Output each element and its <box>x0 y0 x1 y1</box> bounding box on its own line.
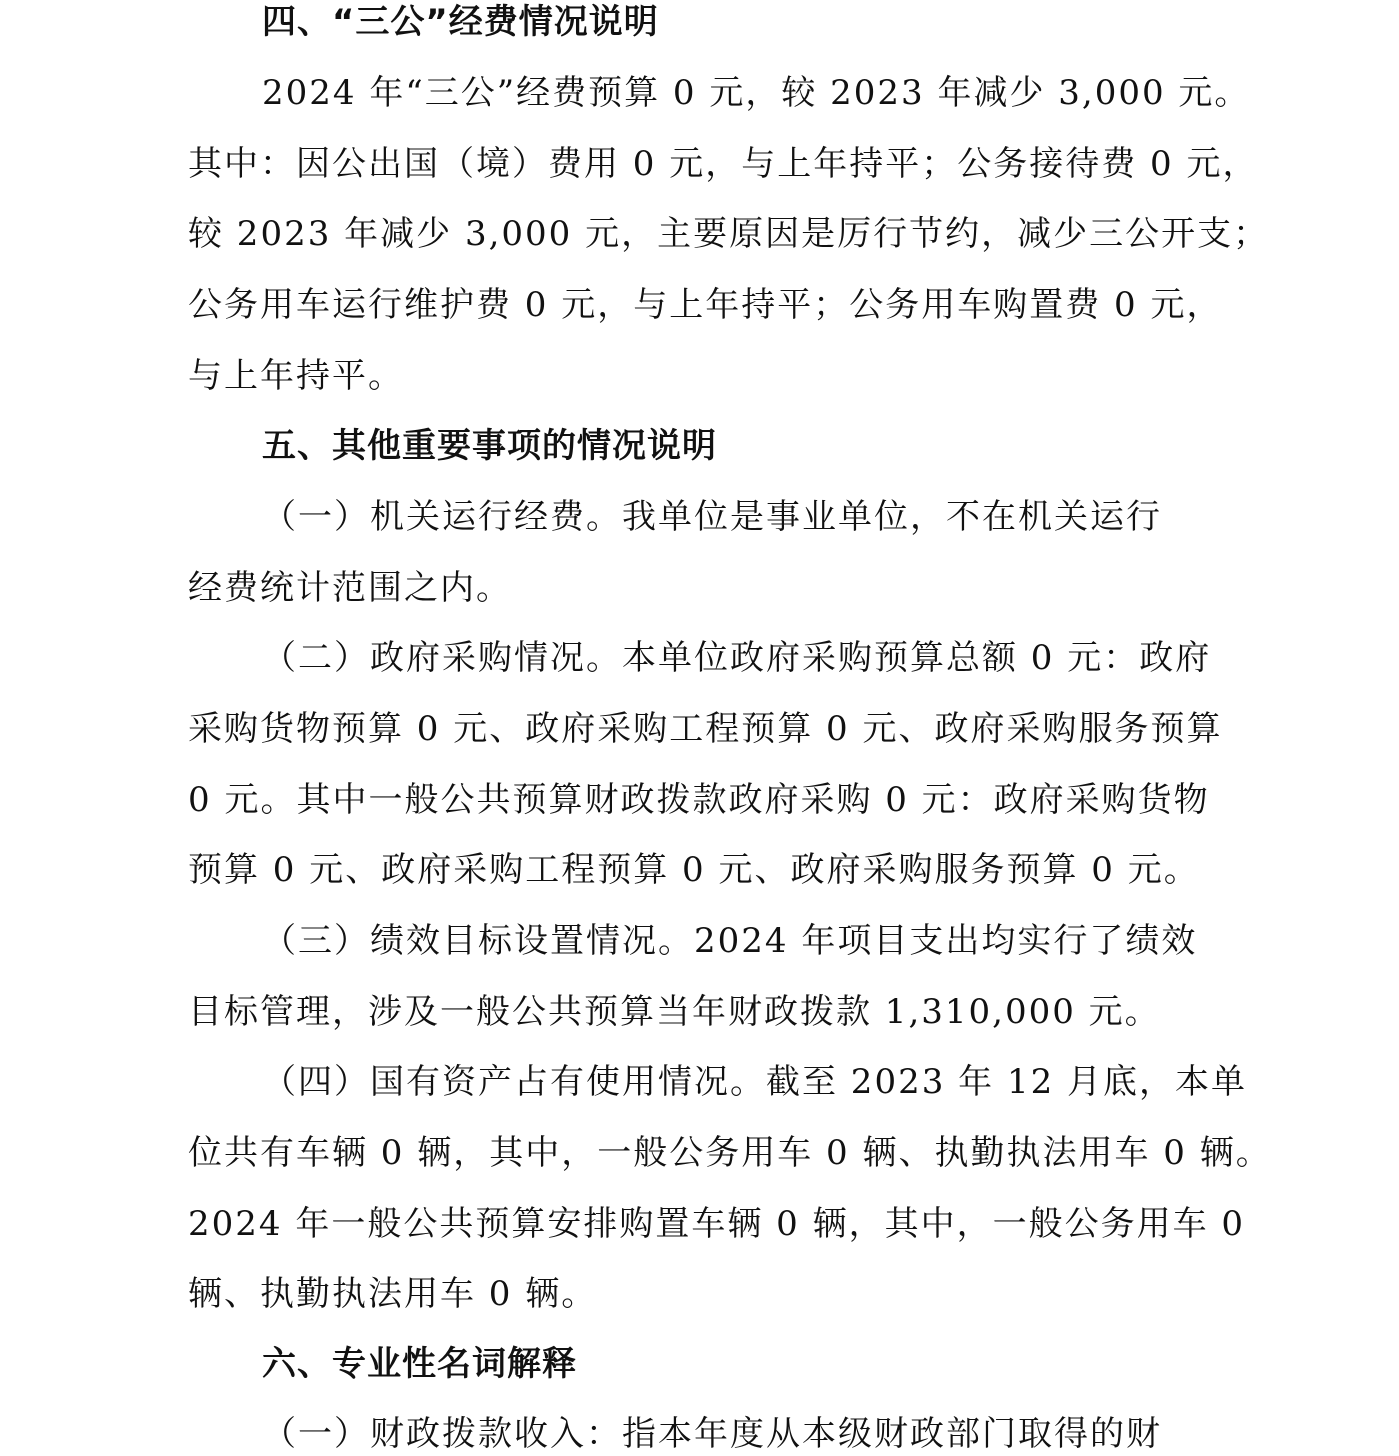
paragraph-line: （一）机关运行经费。我单位是事业单位，不在机关运行 <box>262 497 1162 537</box>
paragraph-line: 与上年持平。 <box>188 356 404 396</box>
paragraph-line: 0 元。其中一般公共预算财政拨款政府采购 0 元：政府采购货物 <box>188 780 1210 820</box>
paragraph-line: 其中：因公出国（境）费用 0 元，与上年持平；公务接待费 0 元， <box>188 144 1259 184</box>
paragraph-line: 2024 年“三公”经费预算 0 元，较 2023 年减少 3,000 元。 <box>262 73 1251 113</box>
paragraph-line: 辆、执勤执法用车 0 辆。 <box>188 1274 598 1314</box>
section-heading-three-public-expenses: 四、“三公”经费情况说明 <box>262 2 659 42</box>
paragraph-line: 位共有车辆 0 辆，其中，一般公务用车 0 辆、执勤执法用车 0 辆。 <box>188 1133 1272 1173</box>
paragraph-line: 公务用车运行维护费 0 元，与上年持平；公务用车购置费 0 元， <box>188 285 1223 325</box>
paragraph-line: 2024 年一般公共预算安排购置车辆 0 辆，其中，一般公务用车 0 <box>188 1204 1246 1244</box>
paragraph-line: 较 2023 年减少 3,000 元，主要原因是厉行节约，减少三公开支； <box>188 214 1270 254</box>
paragraph-line: 经费统计范围之内。 <box>188 568 512 608</box>
paragraph-line: 目标管理，涉及一般公共预算当年财政拨款 1,310,000 元。 <box>188 992 1161 1032</box>
paragraph-line: （四）国有资产占有使用情况。截至 2023 年 12 月底，本单 <box>262 1062 1248 1102</box>
paragraph-line: （二）政府采购情况。本单位政府采购预算总额 0 元：政府 <box>262 638 1212 678</box>
paragraph-line: （三）绩效目标设置情况。2024 年项目支出均实行了绩效 <box>262 921 1198 961</box>
section-heading-terminology: 六、专业性名词解释 <box>262 1344 577 1384</box>
paragraph-line: 采购货物预算 0 元、政府采购工程预算 0 元、政府采购服务预算 <box>188 709 1223 749</box>
paragraph-line: 预算 0 元、政府采购工程预算 0 元、政府采购服务预算 0 元。 <box>188 850 1200 890</box>
paragraph-line: （一）财政拨款收入：指本年度从本级财政部门取得的财 <box>262 1414 1162 1454</box>
section-heading-other-matters: 五、其他重要事项的情况说明 <box>262 426 717 466</box>
